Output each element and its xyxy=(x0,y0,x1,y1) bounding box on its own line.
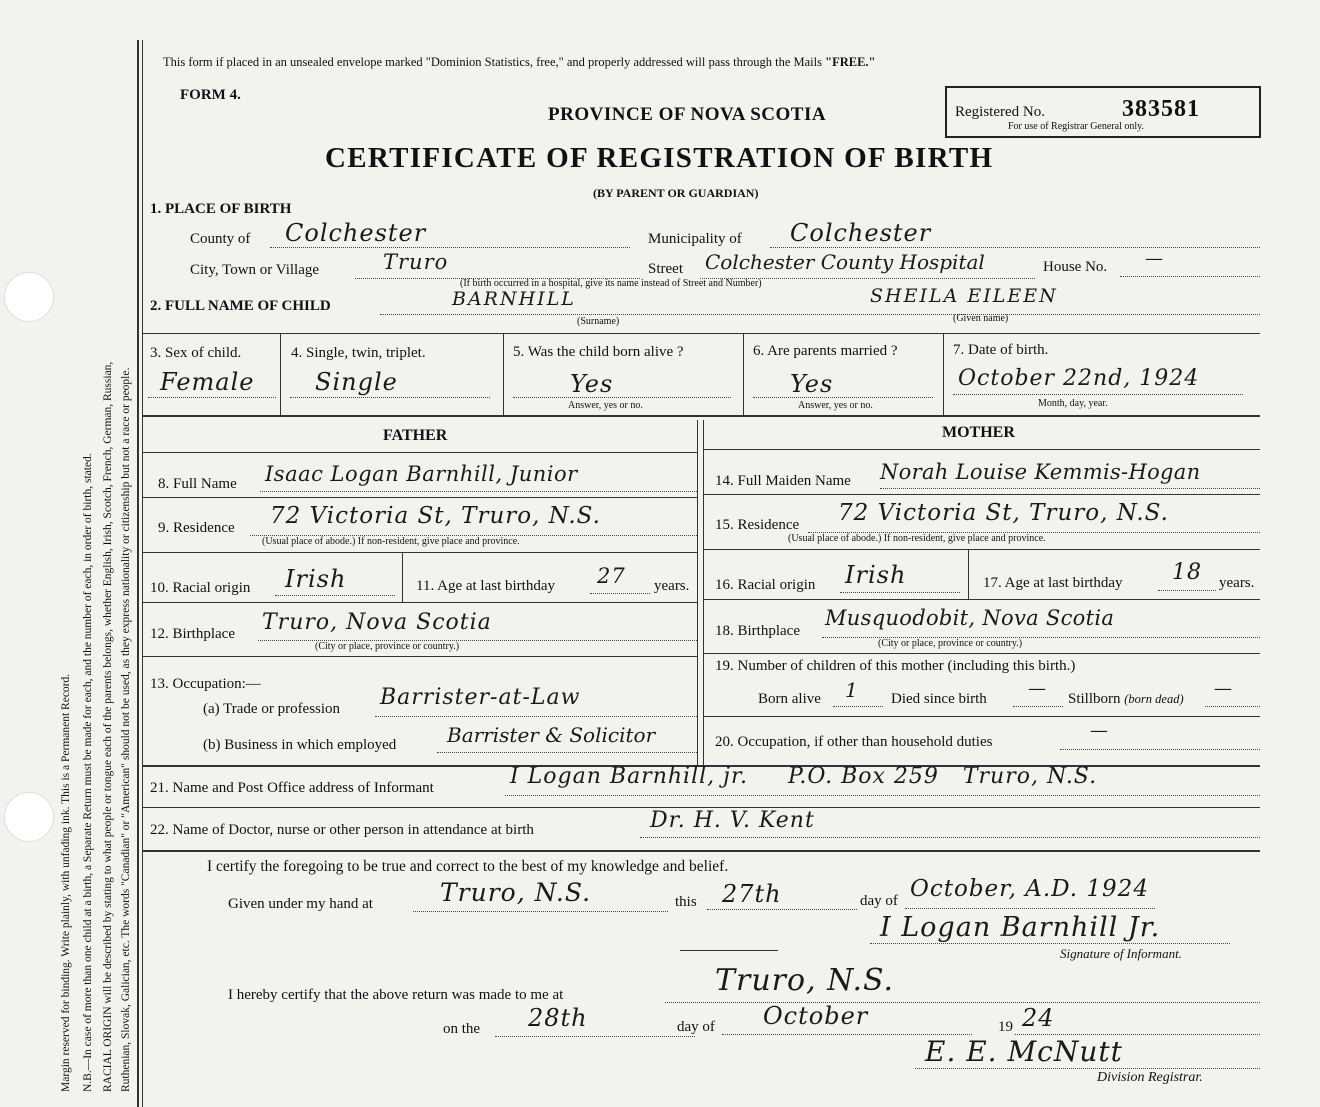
registrar-signature: E. E. McNutt xyxy=(925,1035,1123,1068)
father-res-label: 9. Residence xyxy=(158,520,235,536)
month-line xyxy=(905,908,1155,909)
row3-div-2 xyxy=(503,333,504,415)
municipality-value: Colchester xyxy=(790,219,932,247)
given-month-year: October, A.D. 1924 xyxy=(910,876,1149,902)
registered-number: 383581 xyxy=(1122,96,1200,122)
died-label: Died since birth xyxy=(891,691,987,707)
father-business-line xyxy=(437,752,697,753)
house-label: House No. xyxy=(1043,259,1108,275)
signature-label: Signature of Informant. xyxy=(1060,946,1182,961)
born-alive-label: Born alive xyxy=(758,691,821,707)
stillborn-value: — xyxy=(1214,678,1233,699)
margin-note-3: RACIAL ORIGIN will be described by stating to what people or tongue each of the parents belongs, whether English, Irish, Scotch, French, German, Russian, xyxy=(102,361,114,1092)
registrar-label: Division Registrar. xyxy=(1097,1070,1203,1085)
mother-race: Irish xyxy=(845,561,907,589)
born-alive: 1 xyxy=(845,678,859,702)
street-value: Colchester County Hospital xyxy=(705,250,985,274)
row3-div-1 xyxy=(280,333,281,415)
dob-label: 7. Date of birth. xyxy=(953,342,1049,358)
given-place-line xyxy=(413,911,668,912)
father-bp: Truro, Nova Scotia xyxy=(262,610,492,635)
mother-bp-label: 18. Birthplace xyxy=(715,623,800,639)
mother-occ: — xyxy=(1090,720,1109,741)
mother-occ-label: 20. Occupation, if other than household duties xyxy=(715,734,993,750)
father-age-label: 11. Age at last birthday xyxy=(416,578,555,594)
house-value: — xyxy=(1145,248,1164,269)
on-dayof-label: day of xyxy=(677,1019,715,1035)
plurality-label: 4. Single, twin, triplet. xyxy=(291,345,426,361)
alive-value: Yes xyxy=(570,370,614,398)
informant-label: 21. Name and Post Office address of Informant xyxy=(150,780,434,796)
binding-hole-bottom xyxy=(4,792,54,842)
registered-note: For use of Registrar General only. xyxy=(1008,121,1144,132)
municipality-label: Municipality of xyxy=(648,231,742,247)
sex-value: Female xyxy=(160,368,255,396)
binding-hole-top xyxy=(4,272,54,322)
dob-line xyxy=(953,394,1243,395)
father-race-label: 10. Racial origin xyxy=(150,580,251,596)
row3-div-4 xyxy=(943,333,944,415)
informant-value: I Logan Barnhill, jr. P.O. Box 259 Truro, N.S. xyxy=(510,764,1098,789)
mail-note: This form if placed in an unsealed envelope marked "Dominion Statistics, free," and properly addressed will pass through the Mails "FREE." xyxy=(163,55,876,69)
on-day: 28th xyxy=(528,1004,588,1032)
given-note: (Given name) xyxy=(953,313,1009,324)
married-value: Yes xyxy=(790,370,834,398)
mother-occ-line xyxy=(1060,749,1260,750)
father-res-note: (Usual place of abode.) If non-resident, give place and province. xyxy=(262,536,520,547)
municipality-line xyxy=(770,247,1260,248)
father-trade: Barrister-at-Law xyxy=(380,685,581,710)
year-suffix: 24 xyxy=(1022,1004,1055,1032)
stillborn-line xyxy=(1205,706,1260,707)
doctor-label: 22. Name of Doctor, nurse or other person in attendance at birth xyxy=(150,822,534,838)
married-label: 6. Are parents married ? xyxy=(753,343,898,359)
father-name-line xyxy=(260,491,697,492)
mother-age-label: 17. Age at last birthday xyxy=(983,575,1123,591)
mother-race-line xyxy=(840,592,960,593)
dayof-label: day of xyxy=(860,893,898,909)
given-place: Truro, N.S. xyxy=(440,878,592,907)
on-label: on the xyxy=(443,1021,481,1037)
father-res: 72 Victoria St, Truro, N.S. xyxy=(270,503,601,529)
father-race-line xyxy=(275,595,395,596)
city-label: City, Town or Village xyxy=(190,262,320,278)
father-heading: FATHER xyxy=(383,427,448,444)
father-years: years. xyxy=(654,578,690,594)
father-trade-line xyxy=(375,716,697,717)
mother-years: years. xyxy=(1219,575,1255,591)
mother-res-label: 15. Residence xyxy=(715,517,800,533)
mother-res: 72 Victoria St, Truro, N.S. xyxy=(838,500,1169,526)
certificate-title: CERTIFICATE OF REGISTRATION OF BIRTH xyxy=(325,142,994,174)
alive-line xyxy=(513,397,731,398)
certify-statement: I certify the foregoing to be true and correct to the best of my knowledge and belief. xyxy=(207,858,729,875)
parent-divider-left xyxy=(697,420,698,765)
mother-age-line xyxy=(1158,590,1216,591)
signature-line xyxy=(870,943,1230,944)
father-name-label: 8. Full Name xyxy=(158,476,237,492)
dob-note: Month, day, year. xyxy=(1038,398,1108,409)
return-place: Truro, N.S. xyxy=(715,963,895,998)
father-business: Barrister & Solicitor xyxy=(447,723,656,747)
doctor-line xyxy=(640,837,1260,838)
child-given-name: SHEILA EILEEN xyxy=(870,285,1058,307)
parent-divider-right xyxy=(703,420,704,765)
return-label: I hereby certify that the above return was made to me at xyxy=(228,987,564,1003)
alive-note: Answer, yes or no. xyxy=(568,400,643,411)
margin-rule-inner xyxy=(142,40,143,1107)
surname-note: (Surname) xyxy=(577,316,620,327)
died-value: — xyxy=(1028,678,1047,699)
mother-age: 18 xyxy=(1172,560,1202,585)
certify-short-rule xyxy=(680,950,778,951)
alive-label: 5. Was the child born alive ? xyxy=(513,344,684,360)
county-label: County of xyxy=(190,231,251,247)
mother-race-label: 16. Racial origin xyxy=(715,577,816,593)
father-trade-label: (a) Trade or profession xyxy=(203,701,341,717)
year-prefix: 19 xyxy=(998,1019,1013,1035)
mother-name-line xyxy=(880,488,1260,489)
died-line xyxy=(1013,706,1063,707)
given-label: Given under my hand at xyxy=(228,896,373,912)
margin-note-1: Margin reserved for binding. Write plainly, with unfading ink. This is a Permanent Record. xyxy=(60,673,72,1092)
margin-note-2: N.B.—In case of more than one child at a birth, a Separate Return must be made for each, and the number of each, in order of birth, stated. xyxy=(82,453,94,1092)
form-number: FORM 4. xyxy=(180,87,241,103)
hospital-note: (If birth occurred in a hospital, give its name instead of Street and Number) xyxy=(460,278,762,289)
mother-res-note: (Usual place of abode.) If non-resident, give place and province. xyxy=(788,533,1046,544)
father-bp-note: (City or place, province or country.) xyxy=(315,641,460,652)
father-bp-label: 12. Birthplace xyxy=(150,626,235,642)
informant-line xyxy=(505,795,1260,796)
stillborn-label: Stillborn (born dead) xyxy=(1068,691,1184,707)
street-label: Street xyxy=(648,261,683,277)
sex-line xyxy=(148,397,276,398)
registrar-line xyxy=(915,1068,1260,1069)
plurality-line xyxy=(290,397,490,398)
margin-note-4: Ruthenian, Slovak, Galician, etc. The words "Canadian" or "American" should not be used, as they express nationality or citizenship but not a race or people. xyxy=(120,367,132,1092)
father-age: 27 xyxy=(597,564,626,588)
on-day-line xyxy=(495,1036,695,1037)
doctor-bottom-rule xyxy=(143,850,1260,852)
father-business-label: (b) Business in which employed xyxy=(203,737,397,753)
dob-value: October 22nd, 1924 xyxy=(958,366,1200,391)
mother-heading-rule xyxy=(703,449,1260,450)
day-line xyxy=(707,909,857,910)
married-line xyxy=(753,397,933,398)
child-name-label: 2. FULL NAME OF CHILD xyxy=(150,298,331,314)
place-heading: 1. PLACE OF BIRTH xyxy=(150,201,292,217)
mother-heading: MOTHER xyxy=(942,424,1015,441)
return-line xyxy=(665,1002,1260,1003)
child-surname: BARNHILL xyxy=(452,288,576,310)
father-heading-rule xyxy=(143,452,697,453)
row3-top xyxy=(143,333,1260,334)
born-alive-line xyxy=(833,706,883,707)
house-line xyxy=(1120,276,1260,277)
mother-bp-note: (City or place, province or country.) xyxy=(878,638,1023,649)
mother-name-label: 14. Full Maiden Name xyxy=(715,473,851,489)
this-label: this xyxy=(675,894,697,910)
province-heading: PROVINCE OF NOVA SCOTIA xyxy=(548,104,827,125)
plurality-value: Single xyxy=(315,368,398,396)
county-line xyxy=(270,247,630,248)
mother-name: Norah Louise Kemmis-Hogan xyxy=(880,460,1201,484)
father-age-line xyxy=(590,593,650,594)
margin-rule xyxy=(137,40,139,1107)
mother-bp: Musquodobit, Nova Scotia xyxy=(825,606,1115,630)
given-day: 27th xyxy=(722,880,782,908)
certificate-subtitle: (BY PARENT OR GUARDIAN) xyxy=(593,186,759,200)
father-name: Isaac Logan Barnhill, Junior xyxy=(265,462,578,486)
row3-div-3 xyxy=(743,333,744,415)
city-value: Truro xyxy=(383,250,449,274)
row3-bottom xyxy=(143,415,1260,417)
doctor-value: Dr. H. V. Kent xyxy=(650,808,815,833)
father-race: Irish xyxy=(285,565,347,593)
county-value: Colchester xyxy=(285,219,427,247)
father-occ-label: 13. Occupation:— xyxy=(150,676,261,692)
registered-label: Registered No. xyxy=(955,104,1045,120)
mother-children-label: 19. Number of children of this mother (including this birth.) xyxy=(715,658,1076,674)
on-month: October xyxy=(763,1002,869,1030)
informant-signature: I Logan Barnhill Jr. xyxy=(880,912,1161,943)
married-note: Answer, yes or no. xyxy=(798,400,873,411)
sex-label: 3. Sex of child. xyxy=(150,345,242,361)
child-name-line xyxy=(380,314,1260,315)
